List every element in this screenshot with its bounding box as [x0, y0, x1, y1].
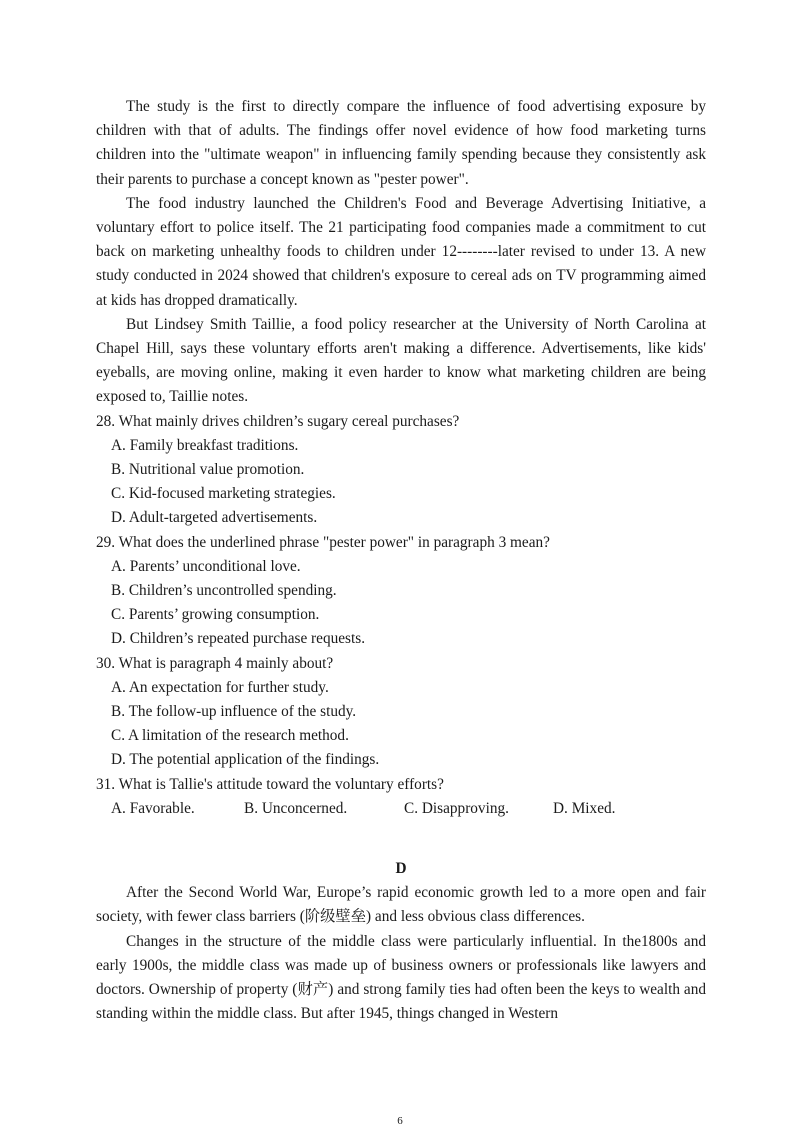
option-b: B. The follow-up influence of the study. — [111, 703, 357, 721]
question-28 — [96, 410, 706, 531]
passage-c — [96, 95, 706, 821]
option-a: A. Favorable. — [111, 799, 195, 817]
option-a: A. An expectation for further study. — [111, 678, 329, 696]
option-d: D. Mixed. — [553, 799, 616, 817]
option-d: D. The potential application of the findings. — [111, 751, 380, 769]
question-stem: 31. What is Tallie's attitude toward the voluntary efforts? — [96, 775, 444, 793]
paragraph: The study is the first to directly compare the influence of food advertising exposure by children with that of adults. The findings offer novel evidence of how food marketing turns children into the "ultimate weapon" in influencing family spending because they consistently ask their parents to purchase a concept known as "pester power". — [96, 98, 706, 188]
option-a: A. Family breakfast traditions. — [111, 436, 299, 454]
question-stem: 29. What does the underlined phrase "pester power" in paragraph 3 mean? — [96, 533, 550, 551]
question-31 — [96, 773, 706, 821]
paragraph: But Lindsey Smith Taillie, a food policy researcher at the University of North Carolina at Chapel Hill, says these voluntary efforts aren't making a difference. Advertisements, like kids' eyeballs, are moving online, making it even harder to know what marketing children are being exposed to, Taillie notes. — [96, 315, 706, 406]
options-row — [96, 797, 706, 821]
option-c: C. Parents’ growing consumption. — [111, 606, 320, 624]
option-d: D. Children’s repeated purchase requests. — [111, 630, 366, 648]
option-d: D. Adult-targeted advertisements. — [111, 509, 318, 527]
option-b: B. Children’s uncontrolled spending. — [111, 582, 337, 600]
paragraph: Changes in the structure of the middle class were particularly influential. In the1800s and early 1900s, the middle class was made up of business owners or professionals like lawyers and doctors. Ownership of property (财产) and strong family ties had often been the keys to wealth and standing within the middle class. But after 1945, things changed in Western — [96, 932, 706, 1023]
option-b: B. Nutritional value promotion. — [111, 461, 305, 479]
question-stem: 30. What is paragraph 4 mainly about? — [96, 654, 334, 672]
question-30 — [96, 652, 706, 773]
option-c: C. Kid-focused marketing strategies. — [111, 485, 336, 503]
paragraph: After the Second World War, Europe’s rapid economic growth led to a more open and fair society, with fewer class barriers (阶级壁垒) and less obvious class differences. — [96, 884, 706, 926]
paragraph: The food industry launched the Children's Food and Beverage Advertising Initiative, a voluntary effort to police itself. The 21 participating food companies made a commitment to cut back on marketing unhealthy foods to children under 12--------later revised to under 13. A new study conducted in 2024 showed that children's exposure to cereal ads on TV programming aimed at kids has dropped dramatically. — [96, 194, 706, 309]
option-c: C. Disapproving. — [404, 799, 509, 817]
question-29 — [96, 531, 706, 652]
option-a: A. Parents’ unconditional love. — [111, 557, 301, 575]
page-number: 6 — [397, 1115, 403, 1127]
passage-d — [96, 857, 706, 1026]
option-b: B. Unconcerned. — [244, 799, 348, 817]
option-c: C. A limitation of the research method. — [111, 727, 349, 745]
section-heading: D — [395, 860, 407, 877]
question-stem: 28. What mainly drives children’s sugary cereal purchases? — [96, 412, 460, 430]
